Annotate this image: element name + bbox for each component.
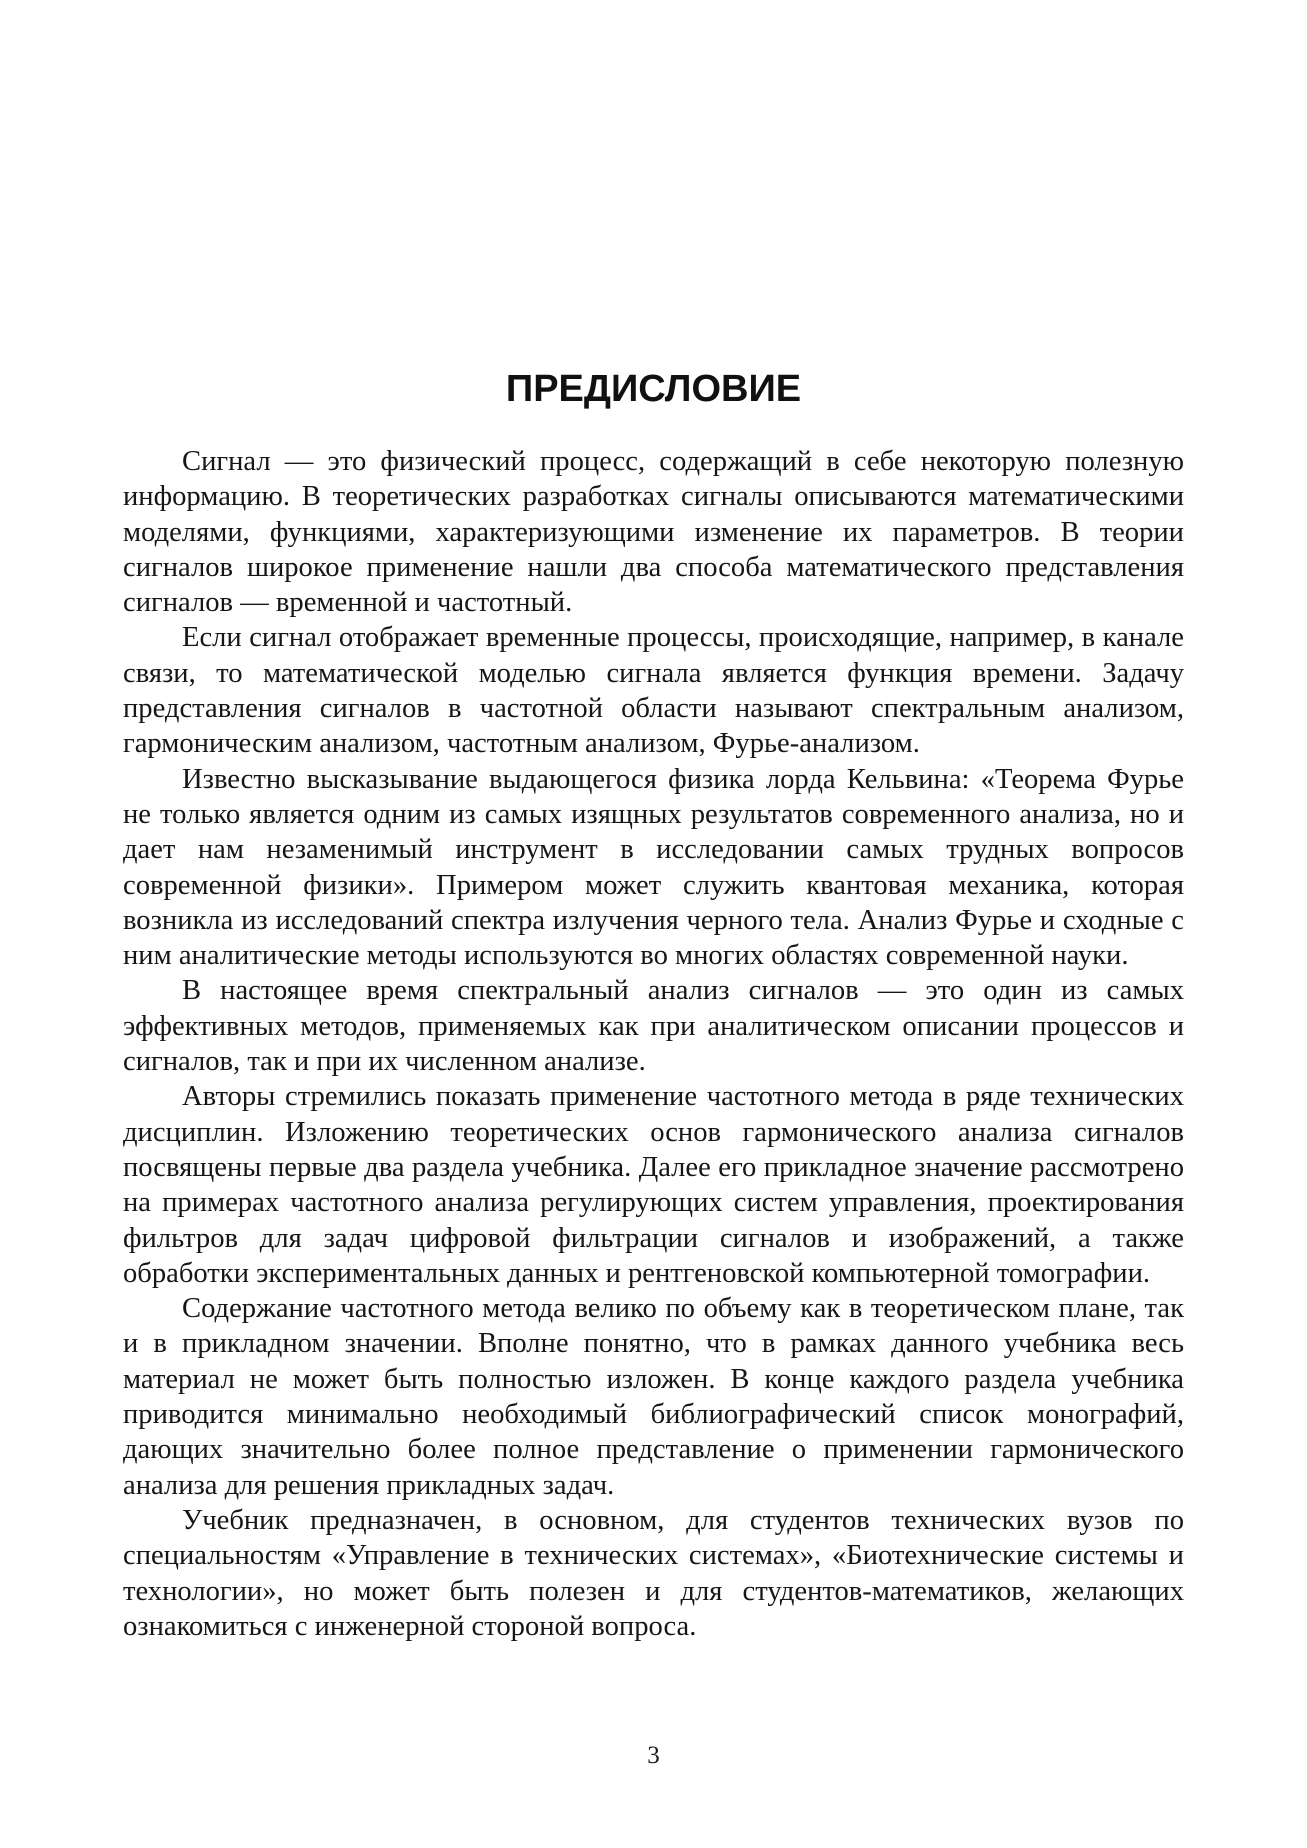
page-title: ПРЕДИСЛОВИЕ (505, 368, 802, 410)
paragraph-1: Сигнал — это физический процесс, содержащий в себе некоторую полезную информацию. В теоретических разработках сигналы описываются математическими моделями, функциями, характеризующими изменение их параметров. В теории сигналов широкое применение нашли два способа математического представления сигналов — временной и частотный. (123, 446, 1184, 619)
paragraph-2: Если сигнал отображает временные процессы, происходящие, например, в канале связи, то математической моделью сигнала является функция времени. Задачу представления сигналов в частотной области называют спектральным анализом, гармоническим анализом, частотным анализом, Фурье-анализом. (123, 622, 1184, 760)
paragraph-6: Содержание частотного метода велико по объему как в теоретическом плане, так и в прикладном значении. Вполне понятно, что в рамках данного учебника весь материал не может быть полностью изложен. В конце каждого раздела учебника приводится минимально необходимый библиографический список монографий, дающих значительно более полное представление о применении гармонического анализа для решения прикладных задач. (123, 1293, 1184, 1501)
paragraph-7: Учебник предназначен, в основном, для студентов технических вузов по специальностям «Управление в технических системах», «Биотехнические системы и технологии», но может быть полезен и для студентов-математиков, желающих ознакомиться с инженерной стороной вопроса. (123, 1504, 1184, 1642)
paragraph-5: Авторы стремились показать применение частотного метода в ряде технических дисциплин. Изложению теоретических основ гармонического анализа сигналов посвящены первые два раздела учебника. Далее его прикладное значение рассмотрено на примерах частотного анализа регулирующих систем управления, проектирования фильтров для задач цифровой фильтрации сигналов и изображений, а также обработки экспериментальных данных и рентгеновской компьютерной томографии. (123, 1081, 1184, 1289)
page-number: 3 (647, 1742, 660, 1769)
paragraph-4: В настоящее время спектральный анализ сигналов — это один из самых эффективных методов, применяемых как при аналитическом описании процессов и сигналов, так и при их численном анализе. (123, 975, 1184, 1078)
paragraph-3: Известно высказывание выдающегося физика лорда Кельвина: «Теорема Фурье не только является одним из самых изящных результатов современного анализа, но и дает нам незаменимый инструмент в исследовании самых трудных вопросов современной физики». Примером может служить квантовая механика, которая возникла из исследований спектра излучения черного тела. Анализ Фурье и сходные с ним аналитические методы используются во многих областях современной науки. (123, 763, 1184, 972)
body-text (123, 444, 1184, 1644)
